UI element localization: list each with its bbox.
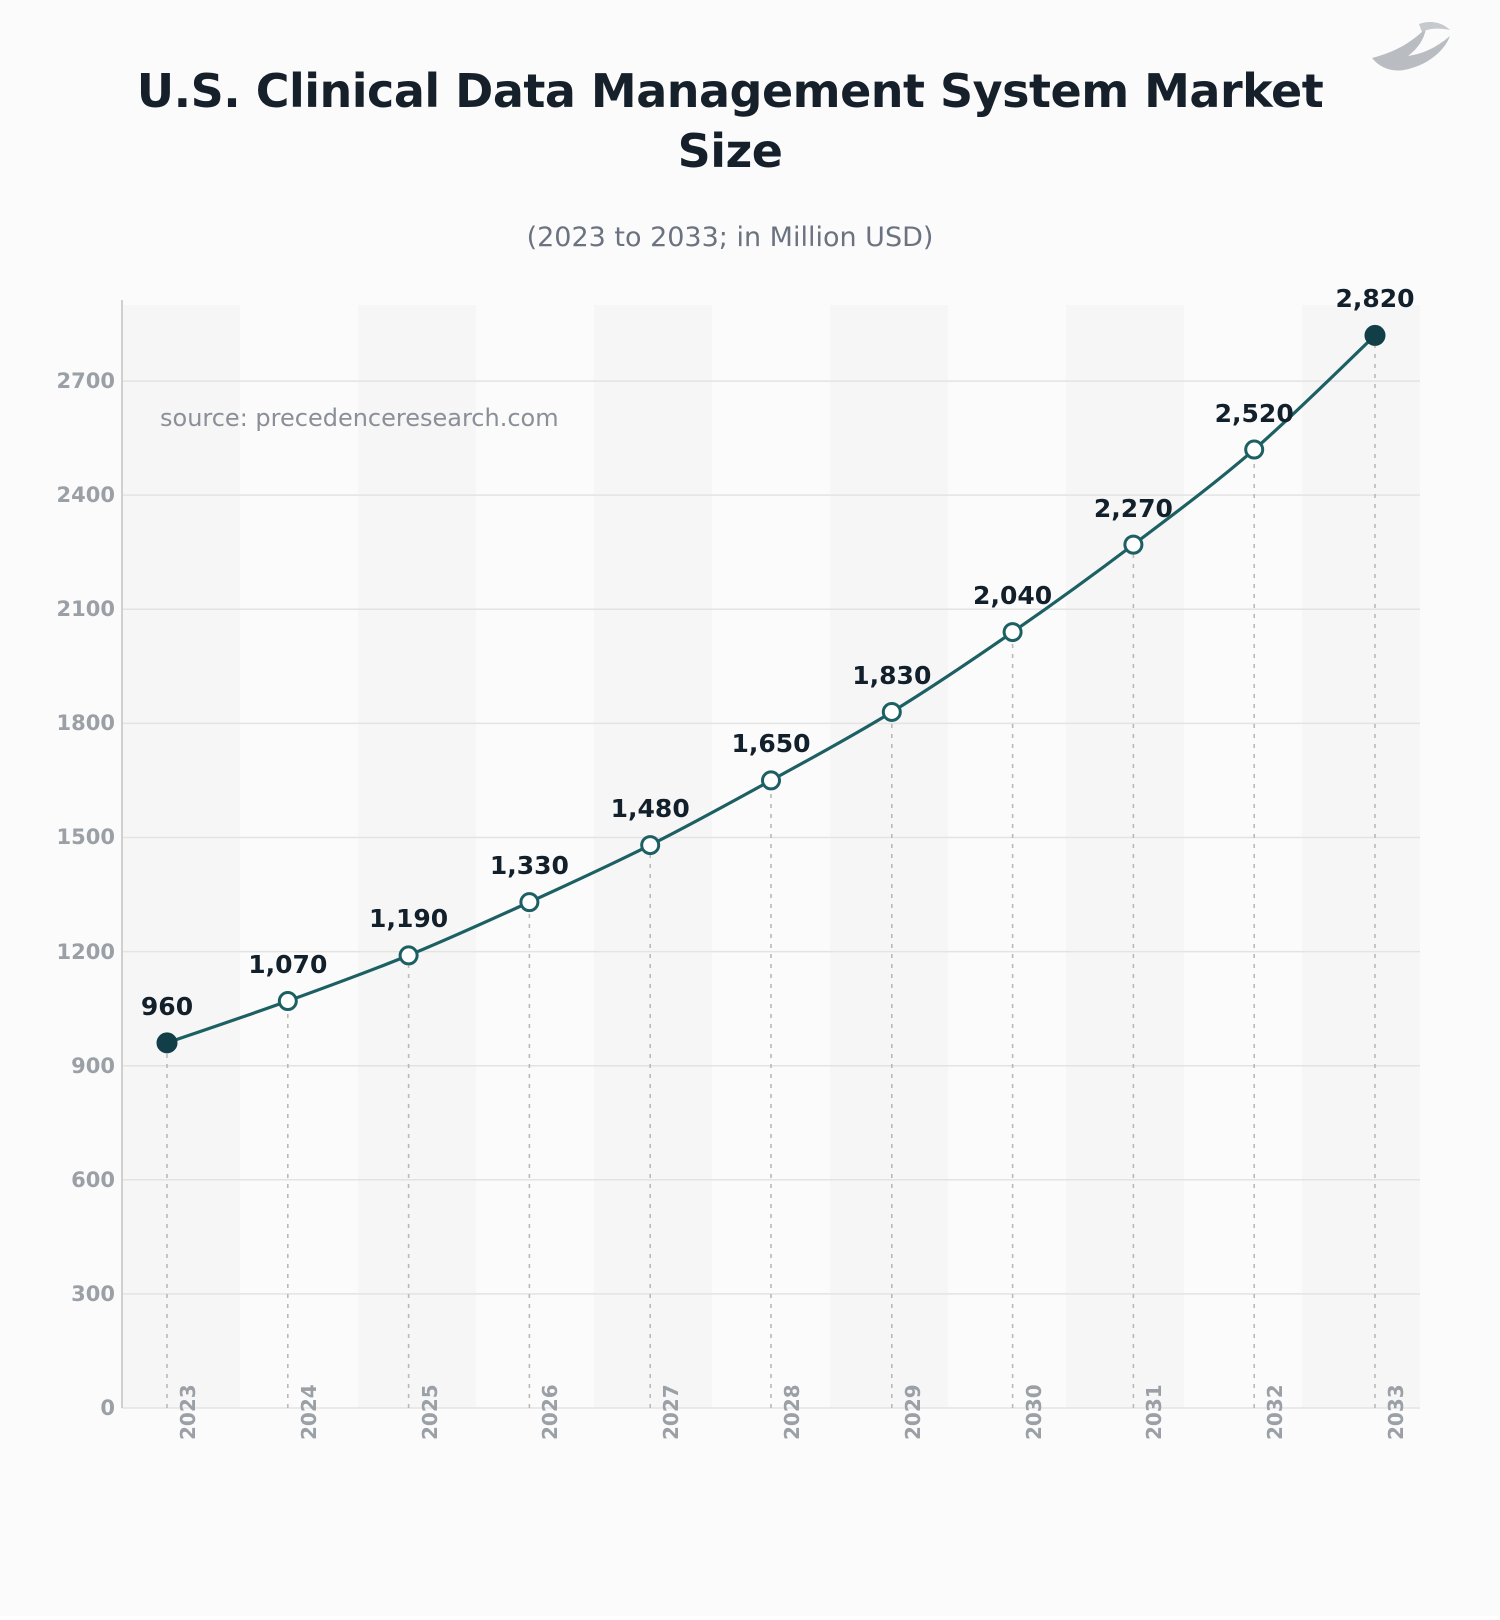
- y-tick-label: 600: [71, 1167, 115, 1192]
- x-tick-label: 2032: [1263, 1384, 1288, 1440]
- data-point-label: 2,040: [973, 581, 1053, 611]
- data-point-label: 1,330: [489, 851, 569, 881]
- x-tick-label: 2031: [1142, 1384, 1167, 1440]
- y-tick-label: 1800: [56, 711, 115, 736]
- x-tick-label: 2033: [1384, 1384, 1408, 1440]
- y-tick-label: 300: [71, 1281, 115, 1306]
- x-tick-label: 2025: [417, 1384, 442, 1440]
- x-tick-label: 2028: [780, 1384, 804, 1440]
- source-annotation: source: precedenceresearch.com: [160, 404, 559, 432]
- page-title: U.S. Clinical Data Management System Market Size: [136, 64, 1324, 178]
- y-tick-label: 900: [71, 1053, 115, 1078]
- data-point-label: 1,480: [610, 794, 690, 824]
- data-point-label: 1,070: [248, 950, 328, 980]
- y-tick-label: 2700: [56, 369, 115, 394]
- x-tick-label: 2026: [538, 1384, 563, 1440]
- y-tick-label: 1500: [56, 825, 115, 850]
- y-tick-label: 1200: [56, 939, 115, 964]
- y-tick-label: 2400: [56, 483, 115, 508]
- x-tick-label: 2023: [176, 1384, 200, 1440]
- data-point-label: 2,520: [1214, 398, 1294, 428]
- x-tick-label: 2027: [659, 1384, 684, 1440]
- x-tick-label: 2029: [900, 1384, 925, 1440]
- page-subtitle: (2023 to 2033; in Million USD): [526, 222, 934, 253]
- data-point-label: 1,650: [731, 729, 811, 759]
- y-tick-label: 2100: [56, 597, 115, 622]
- data-point-label: 960: [140, 991, 194, 1021]
- data-point-label: 1,830: [852, 660, 932, 690]
- data-point-label: 1,190: [369, 904, 449, 934]
- x-tick-label: 2030: [1021, 1384, 1046, 1440]
- y-axis-labels: [30, 0, 115, 1616]
- x-tick-label: 2024: [296, 1384, 321, 1440]
- data-point-label: 2,270: [1093, 493, 1173, 523]
- data-point-label: 2,820: [1335, 284, 1415, 314]
- y-tick-label: 0: [100, 1396, 115, 1420]
